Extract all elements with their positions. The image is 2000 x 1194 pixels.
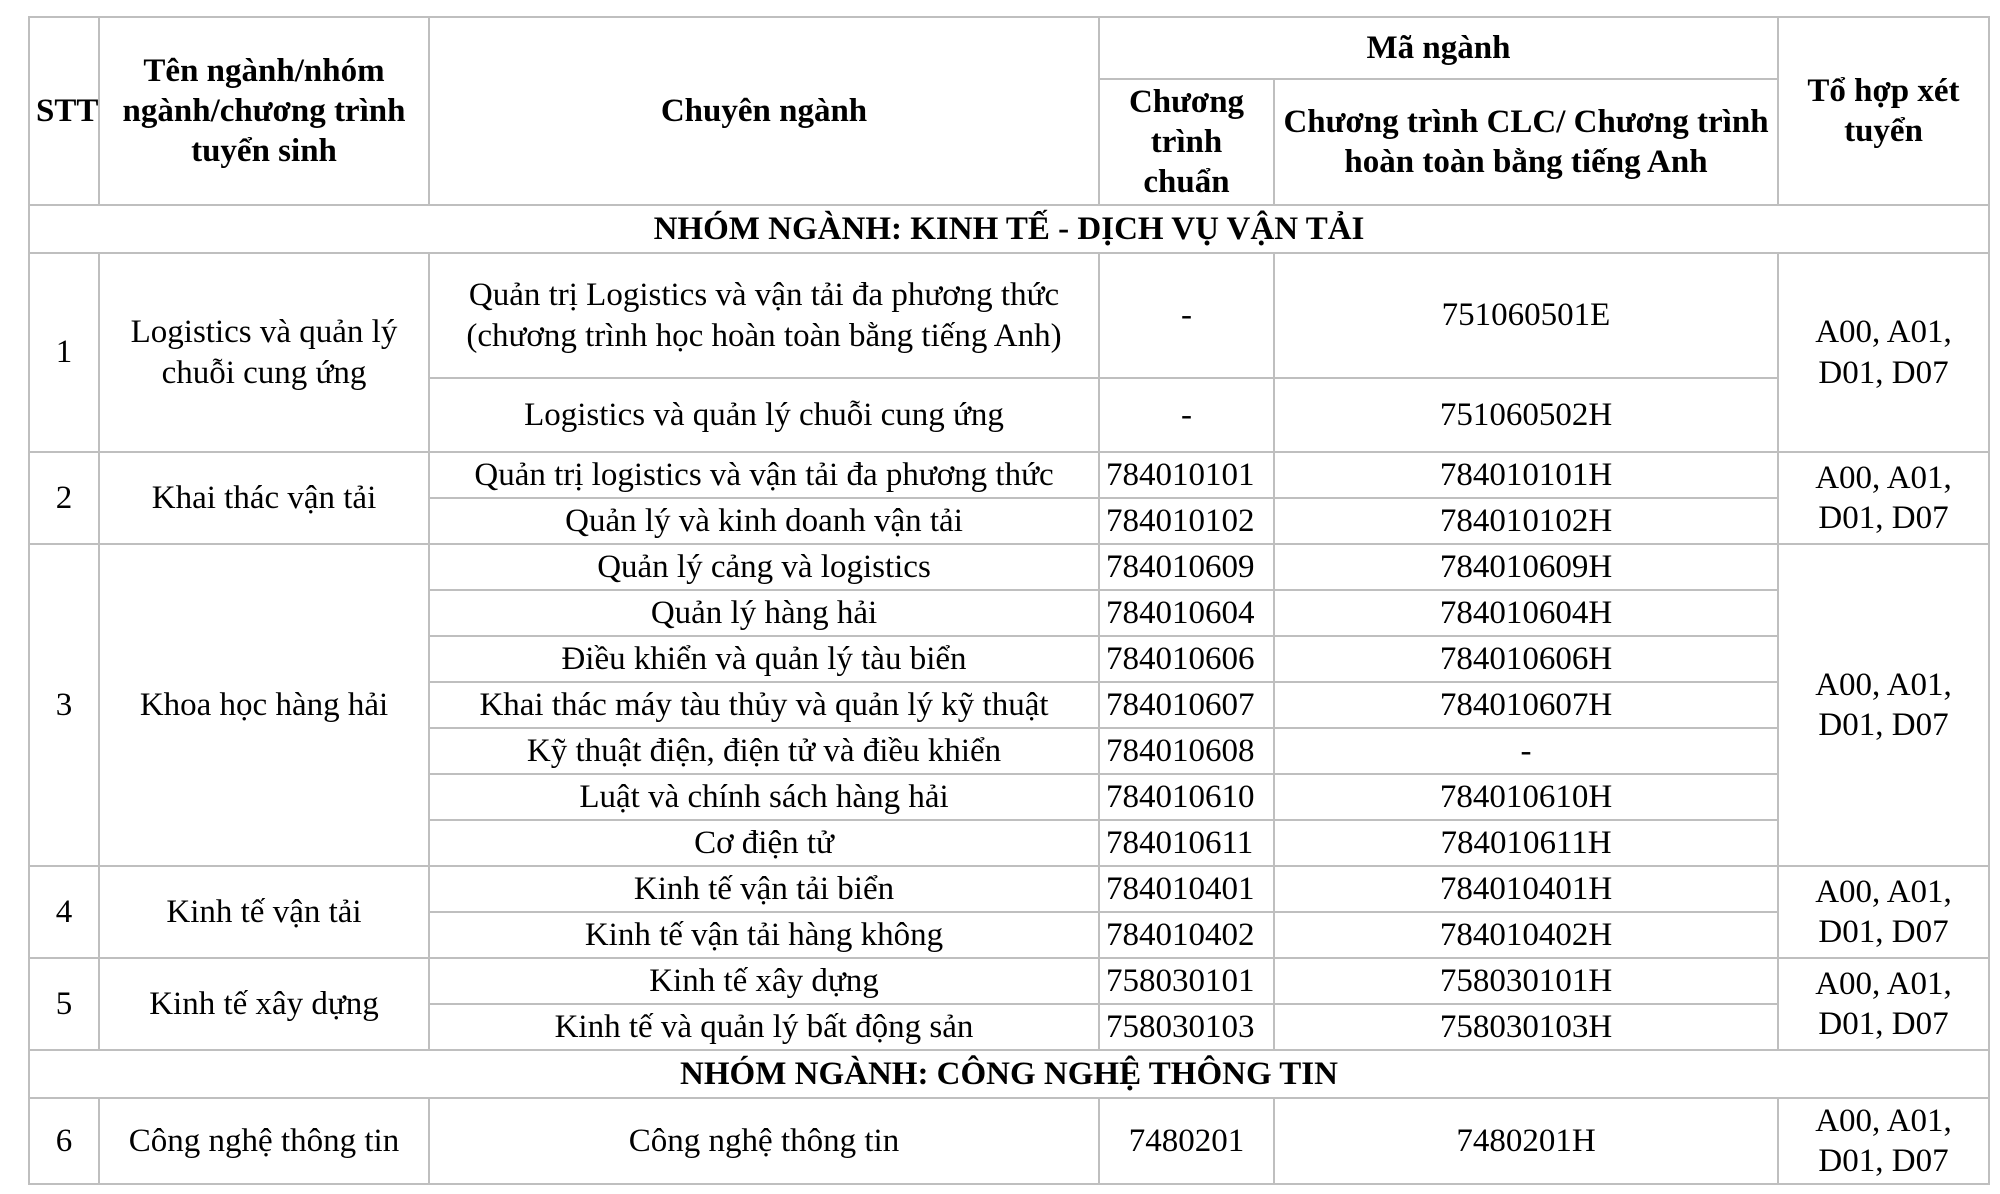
header-major-code: Mã ngành — [1099, 17, 1778, 79]
combination-cell: A00, A01, D01, D07 — [1778, 452, 1989, 544]
header-standard-program: Chương trình chuẩn — [1099, 79, 1274, 205]
table-row — [29, 866, 1989, 912]
table-row — [29, 253, 1989, 378]
table-body — [29, 205, 1989, 1184]
specialization-cell: Quản trị Logistics và vận tải đa phương thức (chương trình học hoàn toàn bằng tiếng Anh) — [429, 253, 1099, 378]
stt-cell: 3 — [29, 544, 99, 866]
section-title: NHÓM NGÀNH: KINH TẾ - DỊCH VỤ VẬN TẢI — [29, 205, 1989, 253]
specialization-cell: Quản lý cảng và logistics — [429, 544, 1099, 590]
program-name-cell: Kinh tế vận tải — [99, 866, 429, 958]
section-header-row — [29, 205, 1989, 253]
program-name-cell: Công nghệ thông tin — [99, 1098, 429, 1184]
standard-code-cell: 784010607 — [1099, 682, 1274, 728]
specialization-cell: Kinh tế vận tải biển — [429, 866, 1099, 912]
standard-code-cell: 784010608 — [1099, 728, 1274, 774]
specialization-cell: Kinh tế vận tải hàng không — [429, 912, 1099, 958]
clc-code-cell: - — [1274, 728, 1778, 774]
clc-code-cell: 784010606H — [1274, 636, 1778, 682]
stt-cell: 2 — [29, 452, 99, 544]
standard-code-cell: 758030103 — [1099, 1004, 1274, 1050]
section-title: NHÓM NGÀNH: CÔNG NGHỆ THÔNG TIN — [29, 1050, 1989, 1098]
header-specialization: Chuyên ngành — [429, 17, 1099, 205]
program-name-cell: Kinh tế xây dựng — [99, 958, 429, 1050]
specialization-cell: Luật và chính sách hàng hải — [429, 774, 1099, 820]
combination-cell: A00, A01, D01, D07 — [1778, 866, 1989, 958]
standard-code-cell: 7480201 — [1099, 1098, 1274, 1184]
specialization-cell: Quản lý và kinh doanh vận tải — [429, 498, 1099, 544]
clc-code-cell: 7480201H — [1274, 1098, 1778, 1184]
specialization-cell: Kinh tế và quản lý bất động sản — [429, 1004, 1099, 1050]
header-program-name: Tên ngành/nhóm ngành/chương trình tuyển sinh — [99, 17, 429, 205]
standard-code-cell: 758030101 — [1099, 958, 1274, 1004]
admissions-table-container — [28, 16, 1988, 1185]
clc-code-cell: 784010609H — [1274, 544, 1778, 590]
program-name-cell: Logistics và quản lý chuỗi cung ứng — [99, 253, 429, 452]
stt-cell: 5 — [29, 958, 99, 1050]
combination-cell: A00, A01, D01, D07 — [1778, 544, 1989, 866]
standard-code-cell: 784010101 — [1099, 452, 1274, 498]
clc-code-cell: 758030101H — [1274, 958, 1778, 1004]
header-stt: STT — [29, 17, 99, 205]
clc-code-cell: 784010604H — [1274, 590, 1778, 636]
table-row — [29, 1098, 1989, 1184]
clc-code-cell: 784010402H — [1274, 912, 1778, 958]
specialization-cell: Logistics và quản lý chuỗi cung ứng — [429, 378, 1099, 452]
combination-cell: A00, A01, D01, D07 — [1778, 958, 1989, 1050]
specialization-cell: Quản lý hàng hải — [429, 590, 1099, 636]
section-header-row — [29, 1050, 1989, 1098]
standard-code-cell: 784010604 — [1099, 590, 1274, 636]
clc-code-cell: 784010102H — [1274, 498, 1778, 544]
specialization-cell: Cơ điện tử — [429, 820, 1099, 866]
clc-code-cell: 784010401H — [1274, 866, 1778, 912]
specialization-cell: Kỹ thuật điện, điện tử và điều khiển — [429, 728, 1099, 774]
standard-code-cell: 784010102 — [1099, 498, 1274, 544]
specialization-cell: Quản trị logistics và vận tải đa phương thức — [429, 452, 1099, 498]
stt-cell: 4 — [29, 866, 99, 958]
clc-code-cell: 784010101H — [1274, 452, 1778, 498]
specialization-cell: Kinh tế xây dựng — [429, 958, 1099, 1004]
admissions-table — [28, 16, 1990, 1185]
specialization-cell: Khai thác máy tàu thủy và quản lý kỹ thuật — [429, 682, 1099, 728]
clc-code-cell: 751060502H — [1274, 378, 1778, 452]
clc-code-cell: 758030103H — [1274, 1004, 1778, 1050]
stt-cell: 1 — [29, 253, 99, 452]
standard-code-cell: - — [1099, 378, 1274, 452]
table-row — [29, 958, 1989, 1004]
clc-code-cell: 751060501E — [1274, 253, 1778, 378]
standard-code-cell: 784010611 — [1099, 820, 1274, 866]
standard-code-cell: 784010402 — [1099, 912, 1274, 958]
table-row — [29, 452, 1989, 498]
header-combination: Tổ hợp xét tuyển — [1778, 17, 1989, 205]
header-clc-program: Chương trình CLC/ Chương trình hoàn toàn bằng tiếng Anh — [1274, 79, 1778, 205]
specialization-cell: Điều khiển và quản lý tàu biển — [429, 636, 1099, 682]
combination-cell: A00, A01, D01, D07 — [1778, 1098, 1989, 1184]
standard-code-cell: 784010606 — [1099, 636, 1274, 682]
table-row — [29, 544, 1989, 590]
stt-cell: 6 — [29, 1098, 99, 1184]
standard-code-cell: - — [1099, 253, 1274, 378]
program-name-cell: Khai thác vận tải — [99, 452, 429, 544]
combination-cell: A00, A01, D01, D07 — [1778, 253, 1989, 452]
program-name-cell: Khoa học hàng hải — [99, 544, 429, 866]
standard-code-cell: 784010610 — [1099, 774, 1274, 820]
table-header — [29, 17, 1989, 205]
clc-code-cell: 784010607H — [1274, 682, 1778, 728]
standard-code-cell: 784010609 — [1099, 544, 1274, 590]
clc-code-cell: 784010611H — [1274, 820, 1778, 866]
specialization-cell: Công nghệ thông tin — [429, 1098, 1099, 1184]
clc-code-cell: 784010610H — [1274, 774, 1778, 820]
standard-code-cell: 784010401 — [1099, 866, 1274, 912]
